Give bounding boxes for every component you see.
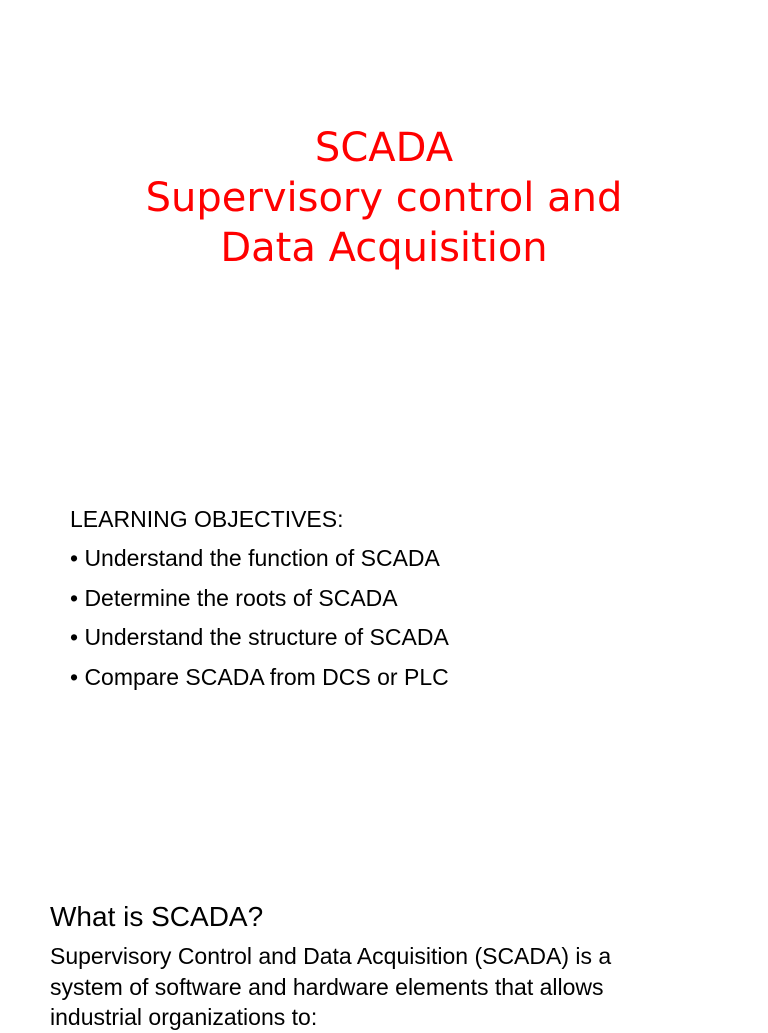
- objective-item: • Understand the structure of SCADA: [70, 624, 449, 651]
- objective-item: • Determine the roots of SCADA: [70, 584, 398, 611]
- title-line-acronym: SCADA: [314, 125, 454, 171]
- objective-item: • Understand the function of SCADA: [70, 545, 440, 572]
- body-line: industrial organizations to:: [50, 1004, 318, 1030]
- learning-objectives: [70, 500, 449, 697]
- section-body: [50, 941, 690, 1033]
- objectives-list: [70, 539, 449, 697]
- objective-item: • Compare SCADA from DCS or PLC: [70, 663, 449, 690]
- objectives-heading: LEARNING OBJECTIVES:: [70, 506, 344, 532]
- body-line: Supervisory Control and Data Acquisition (SCADA) is a: [50, 943, 612, 969]
- section-heading: What is SCADA?: [50, 901, 264, 932]
- title-line-expansion-1: Supervisory control and: [145, 175, 623, 221]
- title-line-expansion-2: Data Acquisition: [220, 225, 548, 271]
- body-line: system of software and hardware elements that allows: [50, 973, 604, 1000]
- slide-title: [0, 123, 768, 273]
